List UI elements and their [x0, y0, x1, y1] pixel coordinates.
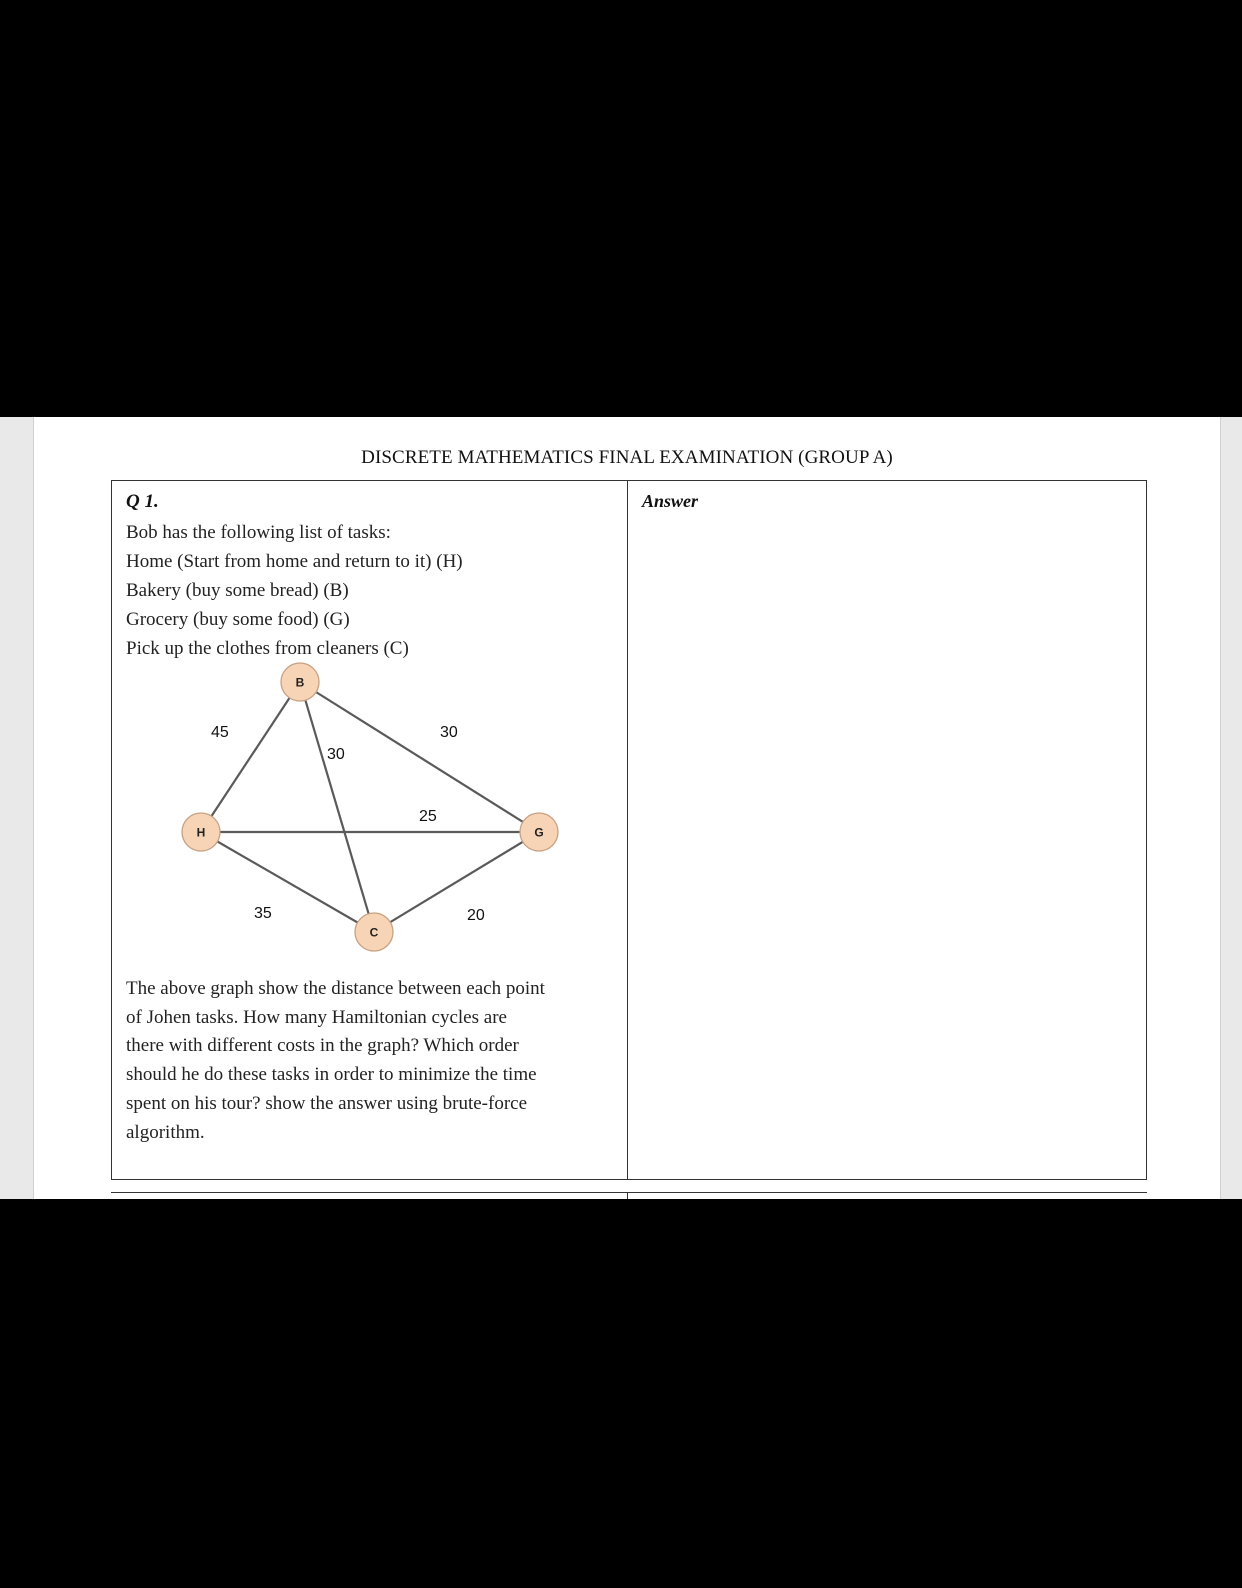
task-line-home: Home (Start from home and return to it) (H) [126, 551, 463, 572]
question-cell [112, 481, 628, 1179]
question-paragraph [126, 975, 616, 1147]
node-c [355, 913, 393, 951]
weight-c-g: 20 [467, 907, 485, 924]
paragraph-line: algorithm. [126, 1121, 205, 1143]
task-line-intro: Bob has the following list of tasks: [126, 522, 391, 543]
task-line-grocery: Grocery (buy some food) (G) [126, 609, 350, 630]
node-c-label: C [369, 925, 379, 940]
paragraph-line: there with different costs in the graph? Which order [126, 1035, 519, 1057]
question-label: Q 1. [126, 491, 159, 512]
paragraph-line: of Johen tasks. How many Hamiltonian cycles are [126, 1006, 507, 1028]
next-row-divider [627, 1192, 628, 1199]
paragraph-line: spent on his tour? show the answer using brute-force [126, 1092, 528, 1114]
weight-h-g: 25 [419, 808, 437, 825]
document-page [33, 417, 1221, 1199]
task-graph [112, 481, 628, 961]
node-b [281, 663, 319, 701]
next-row-border [111, 1192, 1147, 1193]
node-g [520, 813, 558, 851]
node-b-label: B [295, 675, 305, 690]
answer-cell[interactable] [628, 481, 1146, 1179]
task-line-bakery: Bakery (buy some bread) (B) [126, 580, 349, 601]
node-h [182, 813, 220, 851]
answer-label: Answer [642, 491, 699, 511]
edge-c-g [374, 832, 539, 932]
document-viewport [0, 417, 1242, 1199]
node-g-label: G [534, 825, 544, 840]
edge-h-b [201, 682, 300, 832]
weight-b-c: 30 [327, 746, 345, 763]
weight-b-g: 30 [440, 724, 458, 741]
node-h-label: H [196, 825, 206, 840]
weight-h-b: 45 [211, 724, 229, 741]
task-line-cleaners: Pick up the clothes from cleaners (C) [126, 638, 409, 659]
document-title: DISCRETE MATHEMATICS FINAL EXAMINATION (GROUP A) [361, 447, 893, 468]
paragraph-line: should he do these tasks in order to minimize the time [126, 1064, 537, 1086]
paragraph-line: The above graph show the distance between each point [126, 978, 545, 999]
exam-table [111, 480, 1147, 1180]
weight-h-c: 35 [254, 905, 272, 922]
